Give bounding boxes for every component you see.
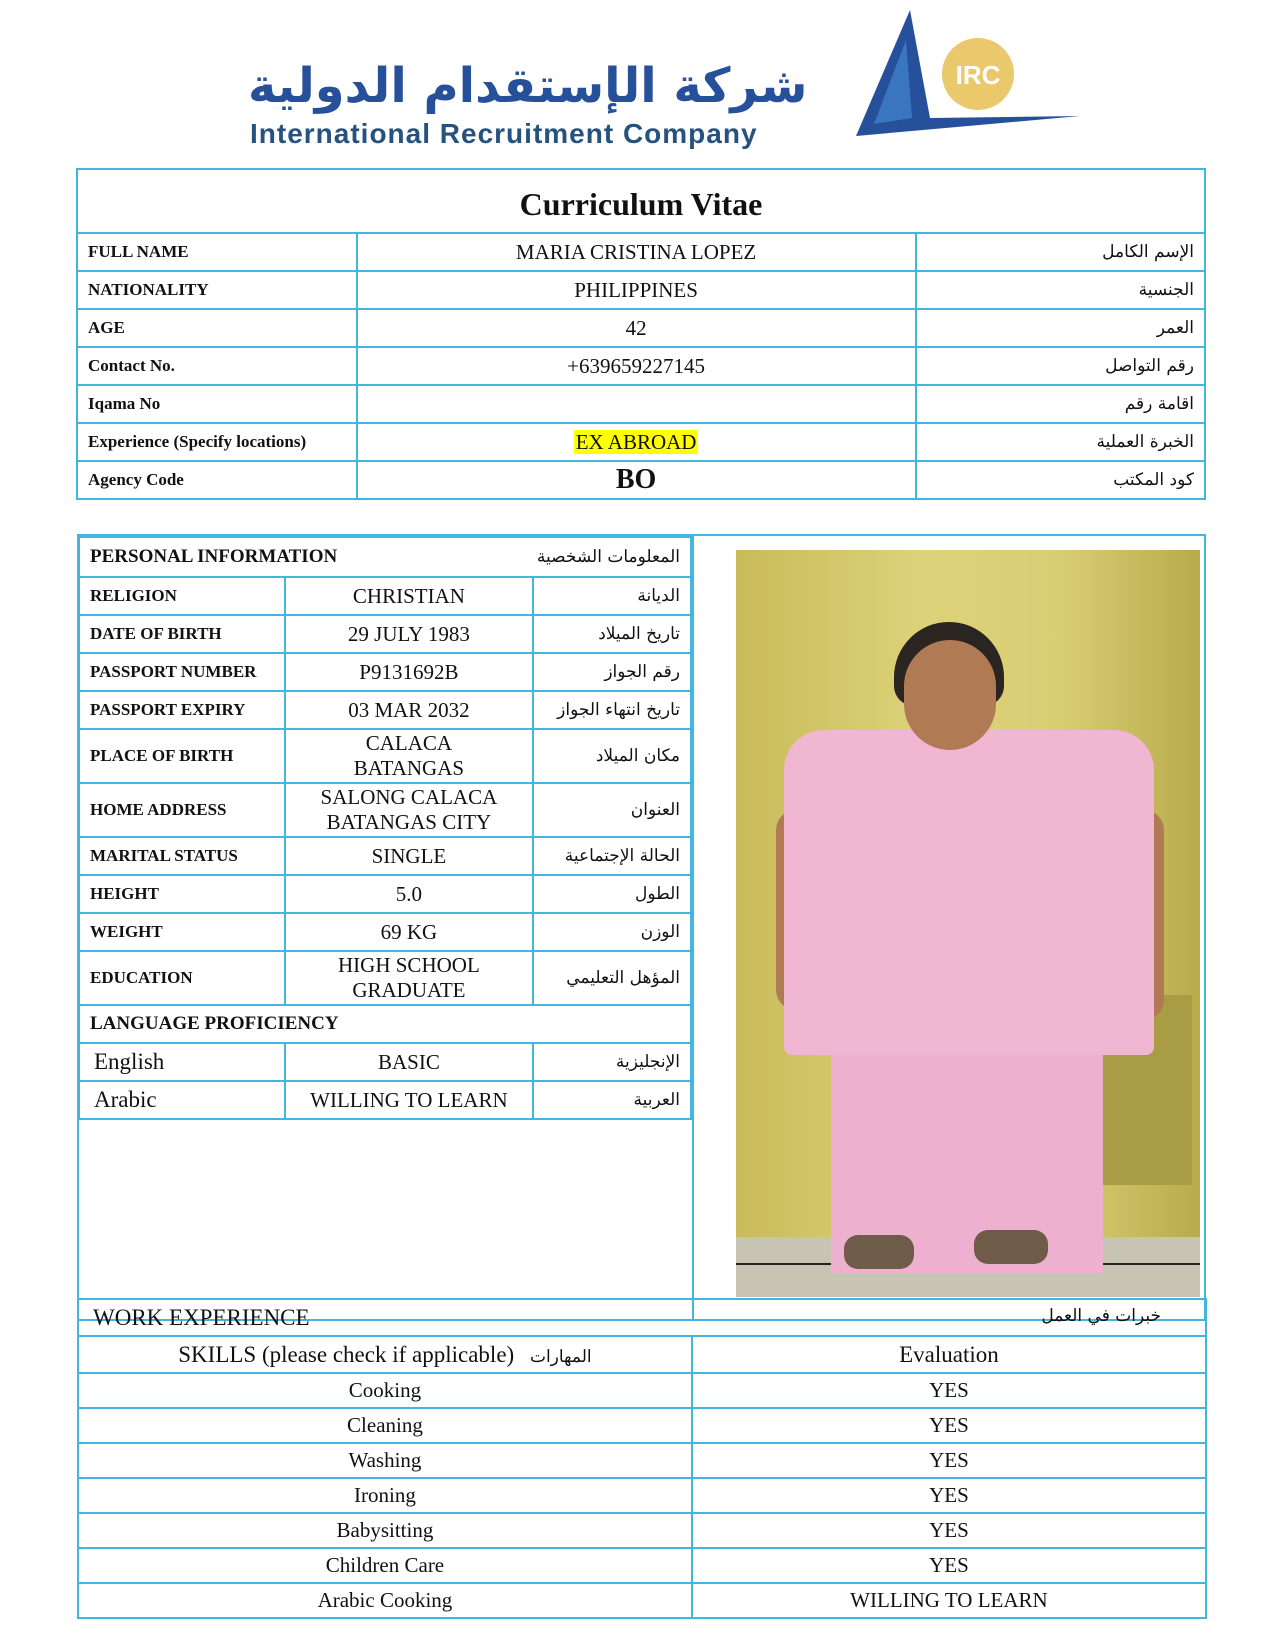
value-experience: EX ABROAD: [575, 429, 697, 454]
label-full-name-ar: الإسم الكامل: [916, 233, 1205, 271]
label-religion-ar: الديانة: [533, 577, 691, 615]
value-place-of-birth: CALACA BATANGAS: [285, 729, 533, 783]
label-iqama: Iqama No: [77, 385, 357, 423]
company-logo: [240, 6, 1080, 156]
value-experience-cell: [357, 423, 916, 461]
skill-evaluation: WILLING TO LEARN: [692, 1583, 1206, 1618]
label-agency-code-ar: كود المكتب: [916, 461, 1205, 499]
row-passport-number: [79, 653, 691, 691]
language-proficiency-title: LANGUAGE PROFICIENCY: [79, 1005, 691, 1043]
label-home-address-ar: العنوان: [533, 783, 691, 837]
work-experience-header-cell: [78, 1299, 1206, 1336]
label-iqama-ar: اقامة رقم: [916, 385, 1205, 423]
skills-table: [77, 1298, 1207, 1619]
value-religion: CHRISTIAN: [285, 577, 533, 615]
row-skill-children-care: [78, 1548, 1206, 1583]
label-arabic-ar: العربية: [533, 1081, 691, 1119]
row-marital-status: [79, 837, 691, 875]
skill-evaluation: YES: [692, 1478, 1206, 1513]
section-divider: [692, 534, 694, 1321]
value-agency-code: BO: [357, 461, 916, 499]
row-language-header: [79, 1005, 691, 1043]
photo-foot-right: [974, 1230, 1048, 1264]
skills-header-ar: المهارات: [529, 1346, 592, 1367]
label-contact: Contact No.: [77, 347, 357, 385]
skill-name: Arabic Cooking: [78, 1583, 692, 1618]
label-dob-ar: تاريخ الميلاد: [533, 615, 691, 653]
work-experience-title: WORK EXPERIENCE: [93, 1304, 310, 1330]
row-skill-babysitting: [78, 1513, 1206, 1548]
row-skill-arabic-cooking: [78, 1583, 1206, 1618]
personal-info-table: [78, 536, 692, 1120]
row-iqama: [77, 385, 1205, 423]
logo-badge: IRC: [955, 60, 1001, 90]
cv-summary-table: [76, 168, 1206, 500]
row-contact: [77, 347, 1205, 385]
row-skill-washing: [78, 1443, 1206, 1478]
label-education: EDUCATION: [79, 951, 285, 1005]
skill-name: Washing: [78, 1443, 692, 1478]
label-passport-expiry-ar: تاريخ انتهاء الجواز: [533, 691, 691, 729]
cv-title: Curriculum Vitae: [77, 169, 1205, 233]
label-experience: Experience (Specify locations): [77, 423, 357, 461]
row-language-arabic: [79, 1081, 691, 1119]
label-passport-number-ar: رقم الجواز: [533, 653, 691, 691]
photo-shirt: [784, 730, 1154, 1055]
skill-evaluation: YES: [692, 1408, 1206, 1443]
row-passport-expiry: [79, 691, 691, 729]
label-height-ar: الطول: [533, 875, 691, 913]
row-experience: [77, 423, 1205, 461]
company-name-arabic: شركة الإستقدام الدولية: [248, 58, 808, 114]
label-place-of-birth: PLACE OF BIRTH: [79, 729, 285, 783]
label-english-ar: الإنجليزية: [533, 1043, 691, 1081]
value-passport-number: P9131692B: [285, 653, 533, 691]
skills-header-cell: [78, 1336, 692, 1373]
label-education-ar: المؤهل التعليمي: [533, 951, 691, 1005]
label-marital-status: MARITAL STATUS: [79, 837, 285, 875]
label-nationality: NATIONALITY: [77, 271, 357, 309]
logo-mark-icon: [840, 6, 1080, 156]
row-skill-cooking: [78, 1373, 1206, 1408]
label-contact-ar: رقم التواصل: [916, 347, 1205, 385]
label-agency-code: Agency Code: [77, 461, 357, 499]
label-height: HEIGHT: [79, 875, 285, 913]
photo-foot-left: [844, 1235, 914, 1269]
skills-header: SKILLS (please check if applicable): [178, 1341, 515, 1367]
value-age: 42: [357, 309, 916, 347]
row-skill-cleaning: [78, 1408, 1206, 1443]
skill-evaluation: YES: [692, 1513, 1206, 1548]
row-age: [77, 309, 1205, 347]
row-work-experience-header: [78, 1299, 1206, 1336]
personal-info-title: PERSONAL INFORMATION: [79, 537, 533, 577]
skill-name: Cleaning: [78, 1408, 692, 1443]
label-age: AGE: [77, 309, 357, 347]
value-weight: 69 KG: [285, 913, 533, 951]
personal-info-title-ar: المعلومات الشخصية: [533, 537, 691, 577]
photo-face: [904, 640, 996, 750]
row-religion: [79, 577, 691, 615]
skill-name: Children Care: [78, 1548, 692, 1583]
skill-evaluation: YES: [692, 1548, 1206, 1583]
row-weight: [79, 913, 691, 951]
label-dob: DATE OF BIRTH: [79, 615, 285, 653]
skill-name: Babysitting: [78, 1513, 692, 1548]
label-nationality-ar: الجنسية: [916, 271, 1205, 309]
row-full-name: [77, 233, 1205, 271]
row-nationality: [77, 271, 1205, 309]
label-passport-expiry: PASSPORT EXPIRY: [79, 691, 285, 729]
label-weight: WEIGHT: [79, 913, 285, 951]
value-full-name: MARIA CRISTINA LOPEZ: [357, 233, 916, 271]
skill-name: Ironing: [78, 1478, 692, 1513]
row-language-english: [79, 1043, 691, 1081]
value-contact: +639659227145: [357, 347, 916, 385]
value-education: HIGH SCHOOL GRADUATE: [285, 951, 533, 1005]
row-dob: [79, 615, 691, 653]
label-weight-ar: الوزن: [533, 913, 691, 951]
label-experience-ar: الخبرة العملية: [916, 423, 1205, 461]
row-skill-ironing: [78, 1478, 1206, 1513]
skill-name: Cooking: [78, 1373, 692, 1408]
label-english: English: [79, 1043, 285, 1081]
value-dob: 29 JULY 1983: [285, 615, 533, 653]
label-passport-number: PASSPORT NUMBER: [79, 653, 285, 691]
work-experience-title-ar: خبرات في العمل: [1041, 1306, 1161, 1326]
label-religion: RELIGION: [79, 577, 285, 615]
row-height: [79, 875, 691, 913]
row-home-address: [79, 783, 691, 837]
label-full-name: FULL NAME: [77, 233, 357, 271]
value-passport-expiry: 03 MAR 2032: [285, 691, 533, 729]
label-arabic: Arabic: [79, 1081, 285, 1119]
value-home-address: SALONG CALACA BATANGAS CITY: [285, 783, 533, 837]
row-skills-header: [78, 1336, 1206, 1373]
row-agency-code: [77, 461, 1205, 499]
value-height: 5.0: [285, 875, 533, 913]
value-nationality: PHILIPPINES: [357, 271, 916, 309]
row-place-of-birth: [79, 729, 691, 783]
value-marital-status: SINGLE: [285, 837, 533, 875]
evaluation-header: Evaluation: [692, 1336, 1206, 1373]
label-home-address: HOME ADDRESS: [79, 783, 285, 837]
label-place-of-birth-ar: مكان الميلاد: [533, 729, 691, 783]
personal-info-header: [79, 537, 691, 577]
label-age-ar: العمر: [916, 309, 1205, 347]
label-marital-status-ar: الحالة الإجتماعية: [533, 837, 691, 875]
skill-evaluation: YES: [692, 1443, 1206, 1478]
row-education: [79, 951, 691, 1005]
value-iqama: [357, 385, 916, 423]
value-english: BASIC: [285, 1043, 533, 1081]
value-arabic: WILLING TO LEARN: [285, 1081, 533, 1119]
skill-evaluation: YES: [692, 1373, 1206, 1408]
company-name-english: International Recruitment Company: [250, 118, 758, 149]
applicant-photo: [736, 550, 1200, 1297]
